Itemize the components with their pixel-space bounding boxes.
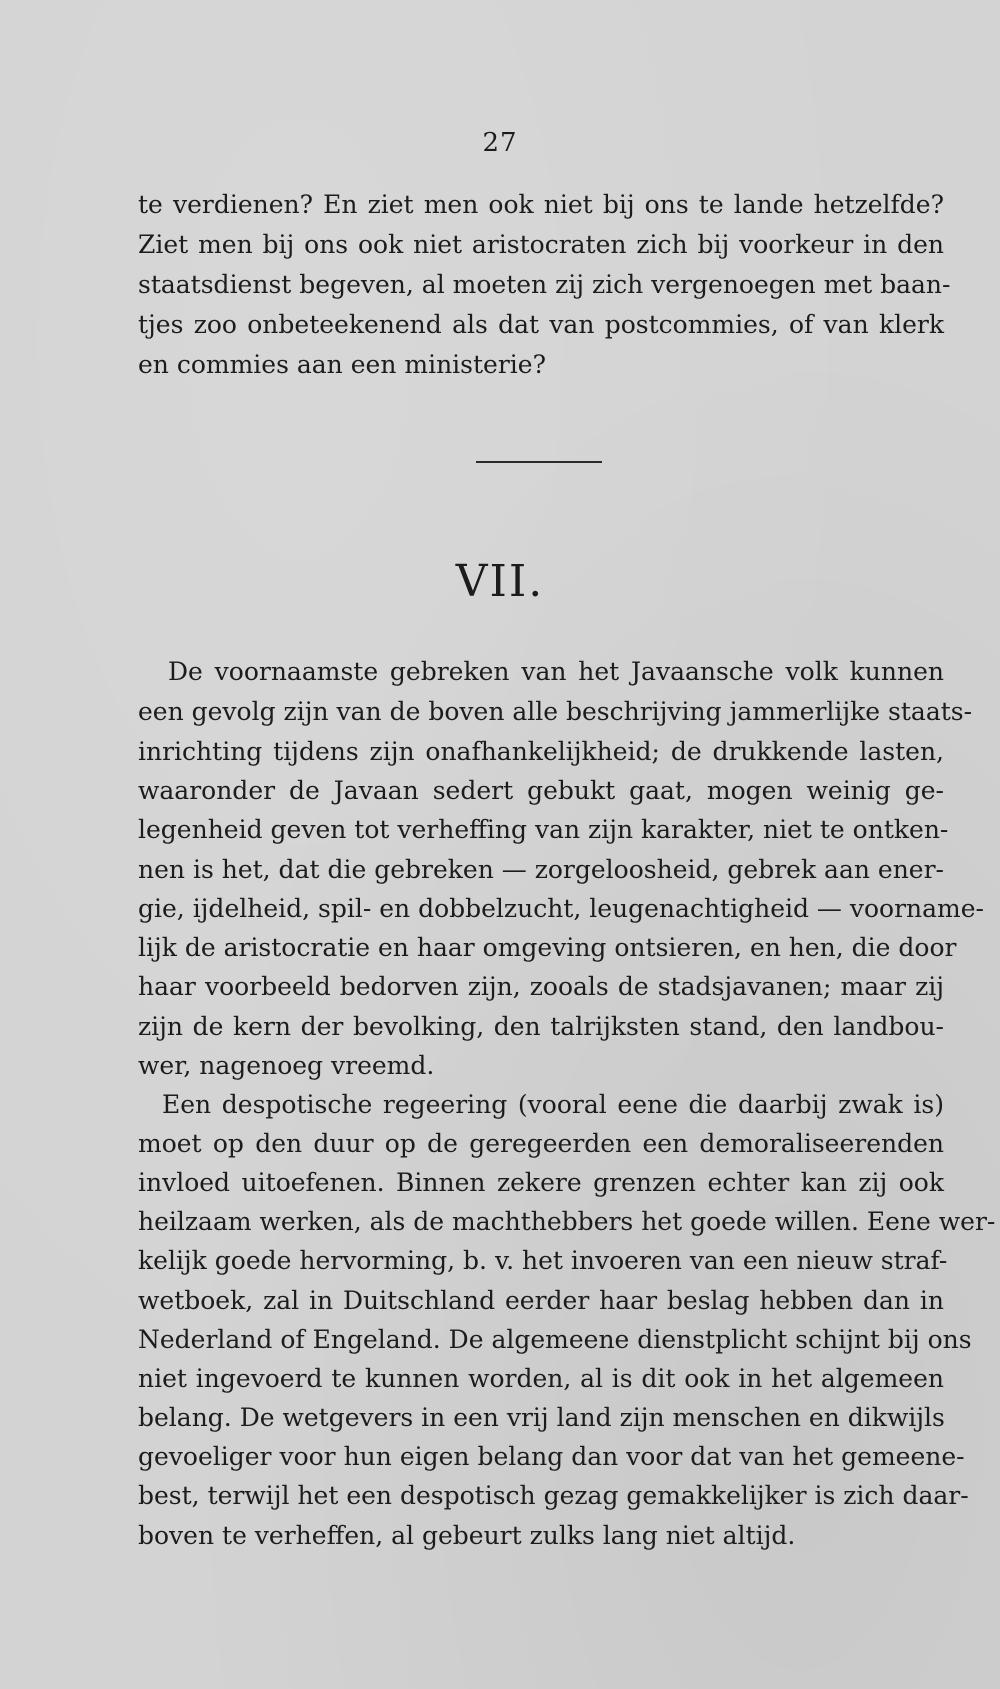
text-line: heilzaam werken, als de machthebbers het goede willen. Eene wer-: [138, 1207, 996, 1236]
text-line: haar voorbeeld bedorven zijn, zooals de stadsjavanen; maar zij: [138, 972, 944, 1001]
text-line: staatsdienst begeven, al moeten zij zich vergenoegen met baan-: [138, 270, 951, 299]
text-line: gie, ijdelheid, spil- en dobbelzucht, leugenachtigheid — voorname-: [138, 894, 985, 923]
text-line: moet op den duur op de geregeerden een demoraliseerenden: [138, 1129, 944, 1158]
text-line: zijn de kern der bevolking, den talrijksten stand, den landbou-: [138, 1012, 944, 1041]
text-line: Ziet men bij ons ook niet aristocraten zich bij voorkeur in den: [138, 230, 944, 259]
text-line: boven te verheffen, al gebeurt zulks lang niet altijd.: [138, 1521, 796, 1550]
text-line: lijk de aristocratie en haar omgeving ontsieren, en hen, die door: [138, 933, 957, 962]
page-number: 27: [482, 128, 518, 158]
text-line: waaronder de Javaan sedert gebukt gaat, mogen weinig ge-: [138, 776, 944, 805]
text-line: best, terwijl het een despotisch gezag gemakkelijker is zich daar-: [138, 1481, 969, 1510]
text-line: Een despotische regeering (vooral eene die daarbij zwak is): [162, 1090, 944, 1119]
section-divider-rule: [476, 461, 602, 463]
text-line: een gevolg zijn van de boven alle beschrijving jammerlijke staats-: [138, 697, 973, 726]
text-line: De voornaamste gebreken van het Javaansche volk kunnen: [168, 657, 944, 686]
text-line: Nederland of Engeland. De algemeene dienstplicht schijnt bij ons: [138, 1325, 972, 1354]
text-line: nen is het, dat die gebreken — zorgeloosheid, gebrek aan ener-: [138, 855, 944, 884]
text-line: kelijk goede hervorming, b. v. het invoeren van een nieuw straf-: [138, 1246, 948, 1275]
text-line: legenheid geven tot verheffing van zijn karakter, niet te ontken-: [138, 815, 949, 844]
text-line: gevoeliger voor hun eigen belang dan voor dat van het gemeene-: [138, 1442, 965, 1471]
text-line: te verdienen? En ziet men ook niet bij ons te lande hetzelfde?: [138, 190, 944, 219]
text-line: invloed uitoefenen. Binnen zekere grenzen echter kan zij ook: [138, 1168, 944, 1197]
text-line: wer, nagenoeg vreemd.: [138, 1051, 435, 1080]
text-line: en commies aan een ministerie?: [138, 350, 546, 379]
text-line: belang. De wetgevers in een vrij land zijn menschen en dikwijls: [138, 1403, 945, 1432]
text-line: inrichting tijdens zijn onafhankelijkheid; de drukkende lasten,: [138, 737, 944, 766]
text-line: niet ingevoerd te kunnen worden, al is dit ook in het algemeen: [138, 1364, 944, 1393]
section-heading: VII.: [455, 556, 545, 607]
text-line: wetboek, zal in Duitschland eerder haar beslag hebben dan in: [138, 1286, 944, 1315]
text-line: tjes zoo onbeteekenend als dat van postcommies, of van klerk: [138, 310, 944, 339]
